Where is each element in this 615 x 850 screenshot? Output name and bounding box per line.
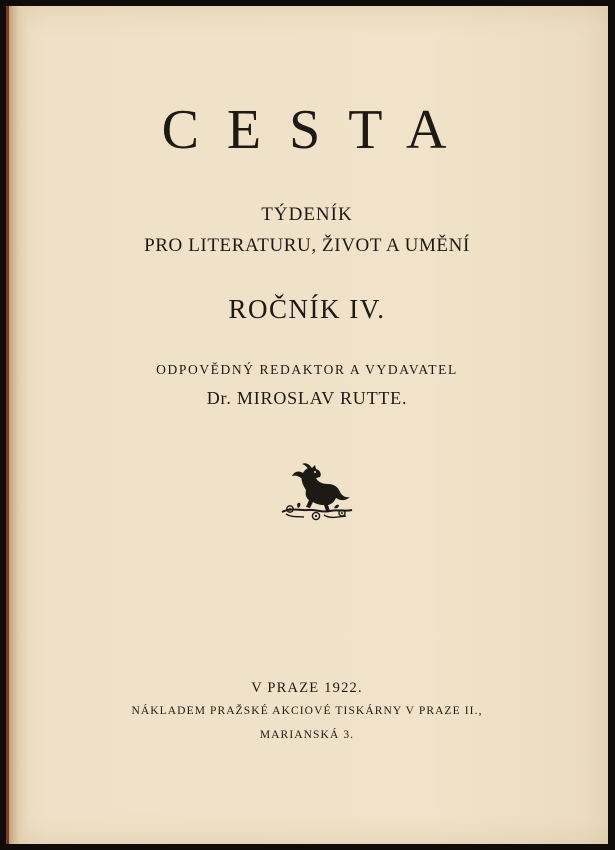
subtitle-weekly: TÝDENÍK: [261, 204, 353, 225]
volume-label: ROČNÍK IV.: [228, 294, 386, 324]
imprint-place-year: V PRAZE 1922.: [251, 680, 363, 696]
imprint-publisher: NÁKLADEM PRAŽSKÉ AKCIOVÉ TISKÁRNY V PRAZE II.,: [131, 705, 483, 717]
editor-role: ODPOVĚDNÝ REDAKTOR A VYDAVATEL: [156, 362, 458, 377]
horse-emblem-icon: [276, 456, 356, 522]
title-page: [6, 6, 608, 844]
imprint-address: MARIANSKÁ 3.: [259, 729, 355, 741]
page-title: CESTA: [161, 99, 475, 161]
subtitle-description: PRO LITERATURU, ŽIVOT A UMĚNÍ: [144, 235, 470, 256]
editor-name: Dr. MIROSLAV RUTTE.: [206, 388, 408, 408]
